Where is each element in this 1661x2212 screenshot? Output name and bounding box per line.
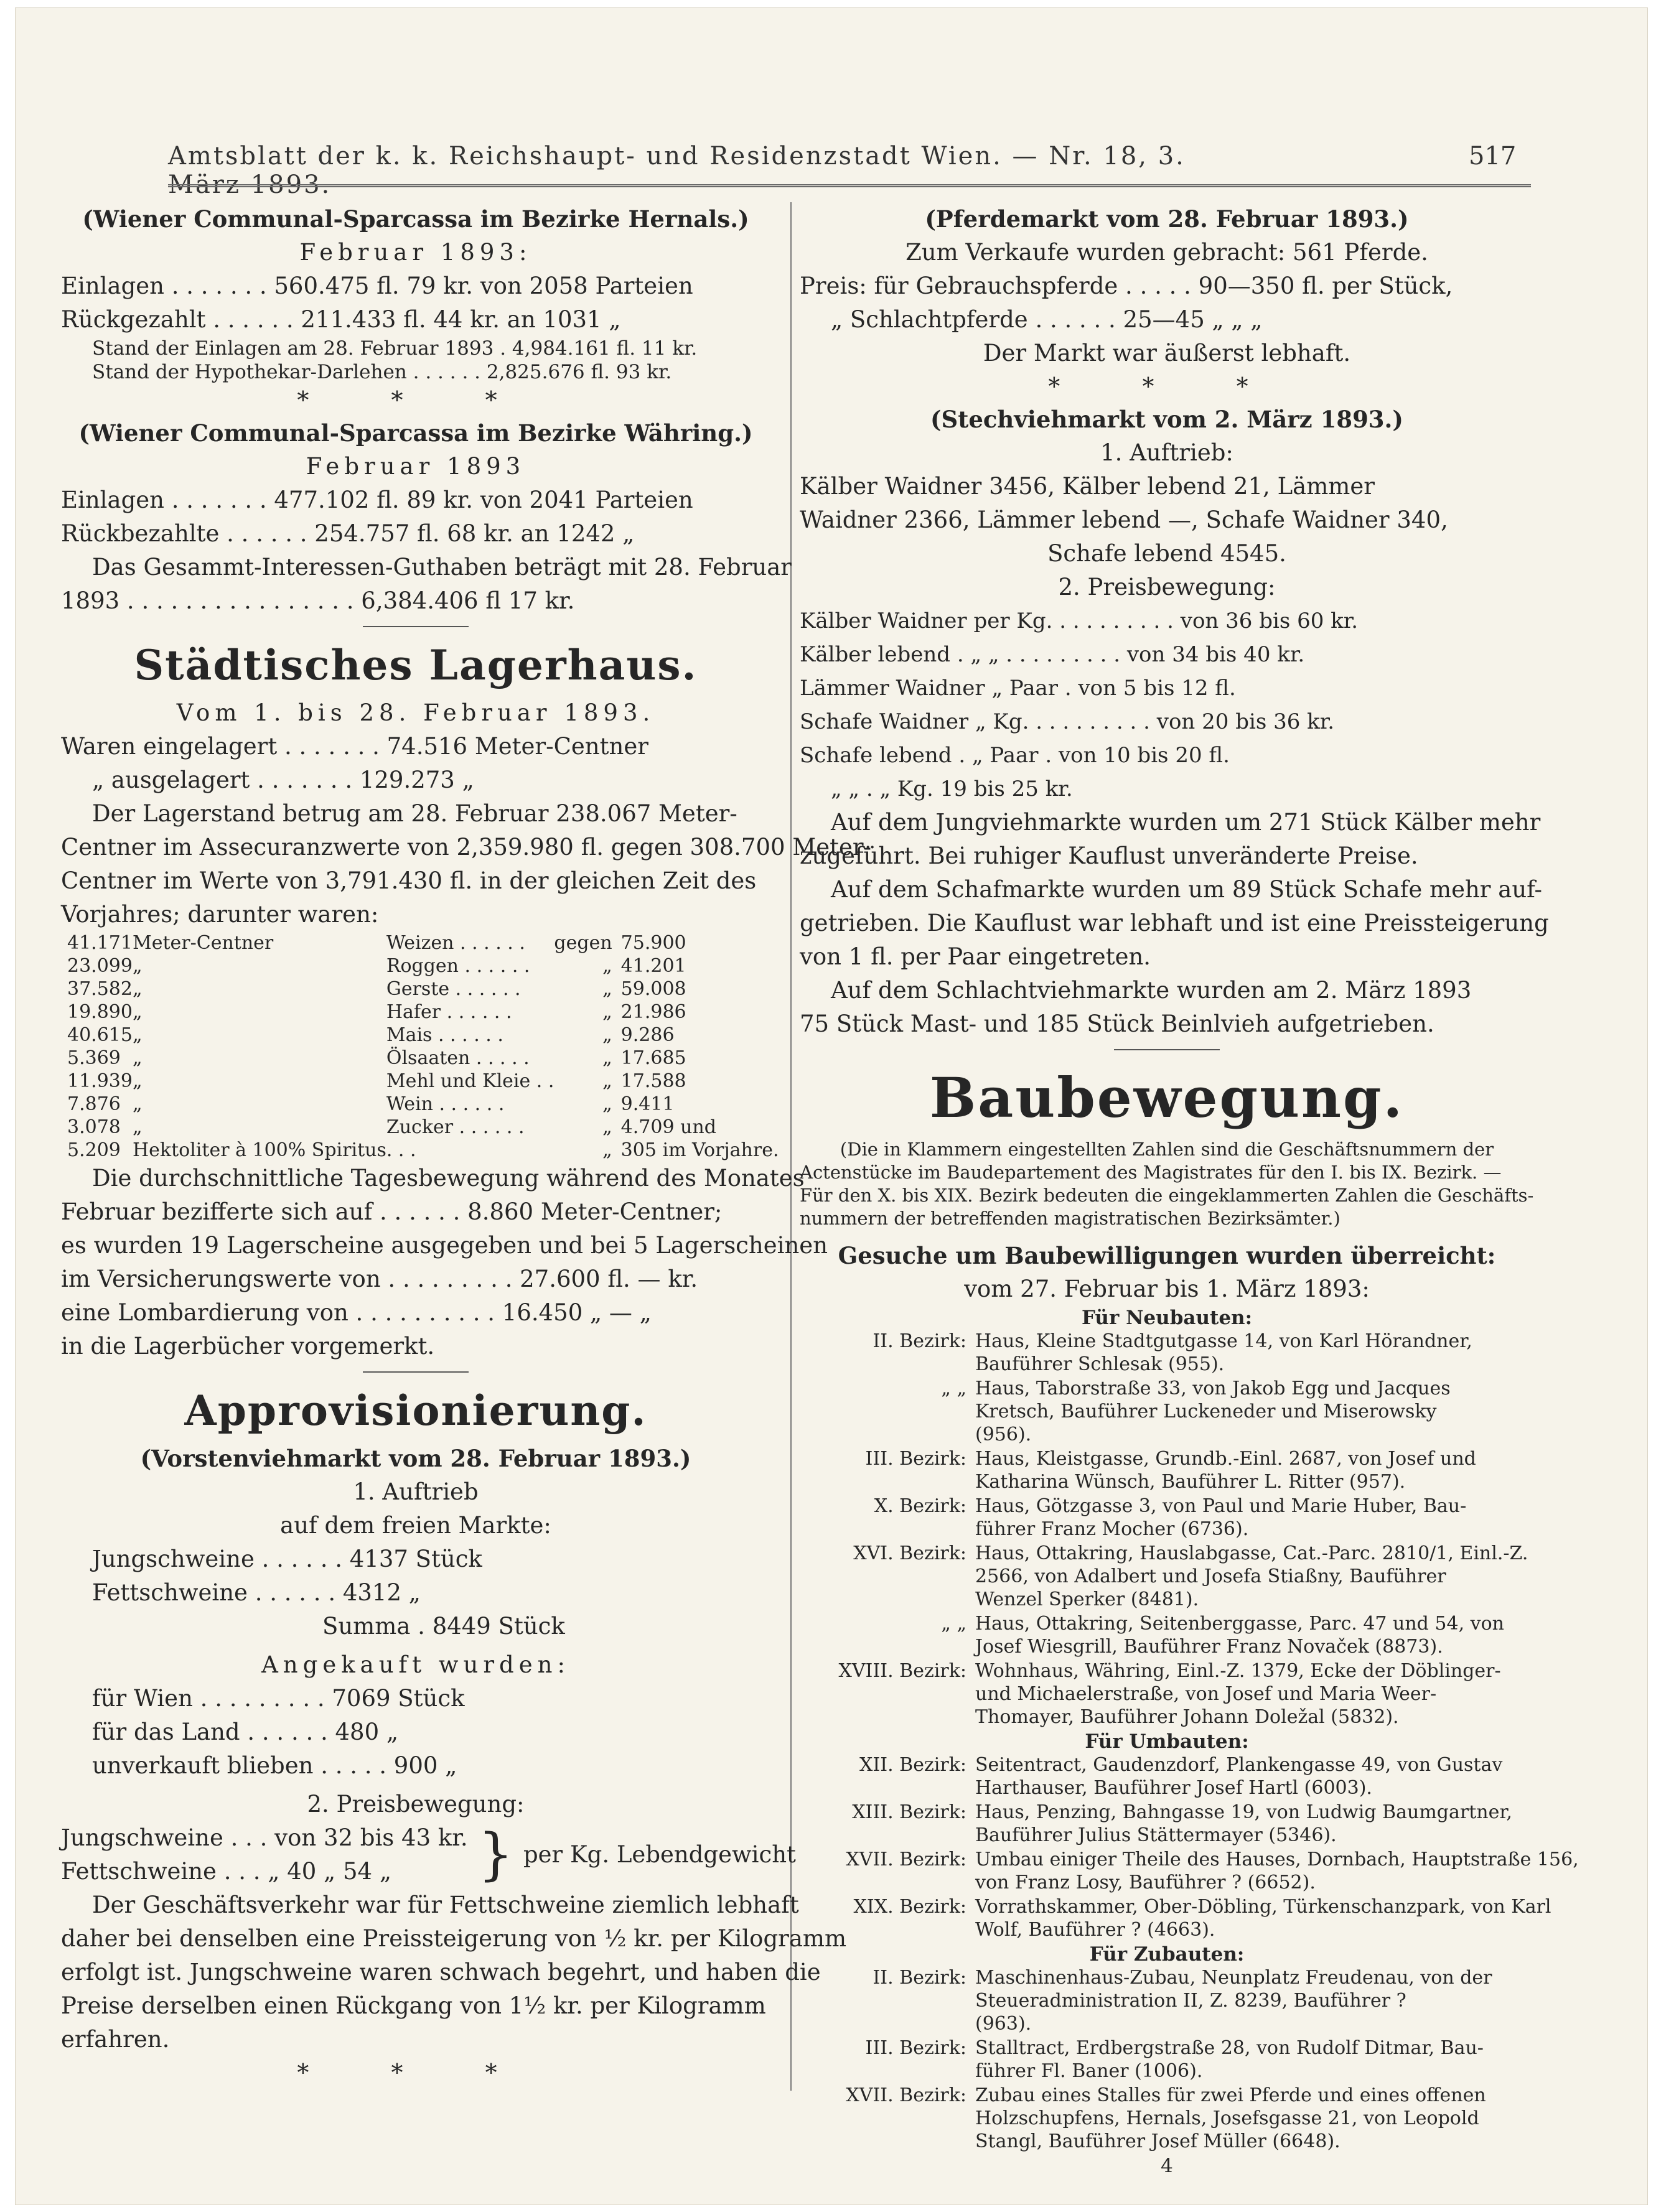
hernals-stand-darlehen: Stand der Hypothekar-Darlehen . . . . . . 2,825.676 fl. 93 kr. (92, 361, 672, 383)
stech-text-line: getrieben. Die Kauflust war lebhaft und ist eine Preissteigerung (800, 910, 1549, 936)
goods-row (67, 1024, 779, 1047)
bezirk-label: III. Bezirk: (865, 1448, 966, 1470)
goods-cmp: „ (602, 1024, 612, 1046)
price-block (61, 1821, 796, 1888)
bezirk-text: Wenzel Sperker (8481). (975, 1589, 1199, 1610)
bezirk-text: Haus, Taborstraße 33, von Jakob Egg und Jacques (975, 1378, 1451, 1399)
bezirk-text: Bauführer Schlesak (955). (975, 1353, 1225, 1375)
bezirk-text: Josef Wiesgrill, Bauführer Franz Novaček (8873). (975, 1636, 1443, 1658)
markt-subheading: auf dem freien Markte: (280, 1512, 551, 1539)
bezirk-text: Seitentract, Gaudenzdorf, Plankengasse 49, von Gustav (975, 1754, 1503, 1776)
goods-name: Hafer . . . . . . (386, 1001, 512, 1023)
goods-name: Mehl und Kleie . . (386, 1070, 554, 1092)
goods-prev: 9.411 (620, 1093, 675, 1115)
goods-cmp: „ (602, 1093, 612, 1115)
goods-table (67, 931, 779, 1162)
goods-unit: „ (132, 978, 143, 1000)
bezirk-text: Haus, Kleine Stadtgutgasse 14, von Karl Hörandner, (975, 1330, 1472, 1352)
left-column (61, 202, 872, 2119)
gesuche-period: vom 27. Februar bis 1. März 1893: (964, 1276, 1370, 1302)
goods-row (67, 1116, 779, 1139)
pferde-line: Zum Verkaufe wurden gebracht: 561 Pferde. (905, 239, 1428, 266)
goods-row (67, 1001, 779, 1024)
goods-prev: 4.709 und (620, 1116, 716, 1138)
summa-line: Summa . 8449 Stück (322, 1613, 565, 1640)
price-unit-note: per Kg. Lebendgewicht (523, 1841, 796, 1868)
waehring-rueckbezahlte: Rückbezahlte . . . . . . 254.757 fl. 68 kr. an 1242 „ (61, 520, 635, 547)
goods-cmp: gegen (554, 932, 612, 954)
waehring-guthaben: Das Gesammt-Interessen-Guthaben beträgt mit 28. Februar (92, 554, 792, 581)
section-stars: * * * (1048, 373, 1286, 400)
bezirk-entry (800, 1542, 1534, 1611)
sheet-number: 4 (1161, 2155, 1173, 2177)
goods-cmp: „ (602, 955, 612, 977)
goods-cmp: „ (602, 978, 612, 1000)
section-stars: * * * (297, 2059, 535, 2086)
closing-text-line: daher bei denselben eine Preissteigerung von ½ kr. per Kilogramm (61, 1925, 847, 1952)
bezirk-text: Vorrathskammer, Ober-Döbling, Türkenschanzpark, von Karl (975, 1896, 1551, 1918)
stech-auftrieb-line: Kälber Waidner 3456, Kälber lebend 21, Lämmer (800, 473, 1375, 500)
goods-prev: 41.201 (620, 955, 686, 977)
lagerhaus-eingelagert: Waren eingelagert . . . . . . . 74.516 Meter-Centner (61, 733, 648, 760)
jungschweine-count: Jungschweine . . . . . . 4137 Stück (92, 1546, 482, 1572)
bezirk-entry (800, 2037, 1534, 2083)
goods-cmp: „ (602, 1070, 612, 1092)
goods-qty: 37.582 (67, 978, 133, 1000)
pferde-line: „ Schlachtpferde . . . . . . 25—45 „ „ „ (831, 306, 1263, 333)
bezirk-text: Umbau einiger Theile des Hauses, Dornbach, Hauptstraße 156, (975, 1849, 1579, 1870)
bezirk-text: und Michaelerstraße, von Josef und Maria Weer- (975, 1683, 1437, 1705)
running-header: Amtsblatt der k. k. Reichshaupt- und Residenzstadt Wien. — Nr. 18, 3. März 1893. (168, 142, 1186, 199)
goods-row (67, 1070, 779, 1093)
bezirk-label: „ „ (941, 1378, 966, 1399)
bezirk-label: XIII. Bezirk: (852, 1801, 966, 1823)
goods-qty: 23.099 (67, 955, 133, 977)
closing-text-line: erfolgt ist. Jungschweine waren schwach begehrt, und haben die (61, 1959, 821, 1986)
bezirk-text: Stangl, Bauführer Josef Müller (6648). (975, 2130, 1340, 2152)
lagerhaus-text-line: Der Lagerstand betrug am 28. Februar 238.067 Meter- (92, 800, 737, 827)
stech-price-line: Kälber Waidner per Kg. . . . . . . . . . von 36 bis 60 kr. (800, 609, 1359, 633)
goods-qty: 5.209 (67, 1139, 121, 1161)
goods-name: Roggen . . . . . . (386, 955, 530, 977)
bezirk-entry (800, 1447, 1534, 1493)
lagerhaus-text-line: Centner im Assecuranzwerte von 2,359.980 fl. gegen 308.700 Meter- (61, 834, 872, 861)
lagerhaus-text-line: im Versicherungswerte von . . . . . . . . . 27.600 fl. — kr. (61, 1266, 698, 1292)
gesuche-heading: Gesuche um Baubewilligungen wurden überreicht: (838, 1242, 1496, 1269)
fettschweine-count: Fettschweine . . . . . . 4312 „ (92, 1579, 421, 1606)
goods-unit: Meter-Centner (132, 932, 274, 954)
right-column (800, 202, 1579, 2177)
bezirk-entry (800, 1659, 1534, 1729)
lagerhaus-text-line: Die durchschnittliche Tagesbewegung während des Monates (92, 1165, 805, 1192)
bezirk-entry (800, 1801, 1534, 1847)
bezirk-text: Haus, Götzgasse 3, von Paul und Marie Huber, Bau- (975, 1495, 1467, 1517)
bezirk-label: XII. Bezirk: (859, 1754, 966, 1776)
header-rule (168, 184, 1531, 187)
bezirk-text: Maschinenhaus-Zubau, Neunplatz Freudenau, von der (975, 1967, 1492, 1989)
hernals-rueckgezahlt: Rückgezahlt . . . . . . 211.433 fl. 44 kr. an 1031 „ (61, 306, 621, 333)
goods-name: Ölsaaten . . . . . (386, 1047, 530, 1069)
closing-text-line: Preise derselben einen Rückgang von 1½ kr. per Kilogramm (61, 1992, 766, 2019)
stech-price-line: „ „ . „ Kg. 19 bis 25 kr. (831, 777, 1073, 801)
stech-price-line: Schafe Waidner „ Kg. . . . . . . . . . von 20 bis 36 kr. (800, 709, 1335, 734)
price-jungschweine: Jungschweine . . . von 32 bis 43 kr. (61, 1824, 468, 1851)
goods-unit: „ (132, 1001, 143, 1023)
bezirk-entry (800, 1848, 1579, 1894)
goods-row (67, 931, 779, 954)
stech-text-line: Auf dem Schafmarkte wurden um 89 Stück Schafe mehr auf- (831, 876, 1543, 903)
goods-cmp: „ (602, 1001, 612, 1023)
bezirk-text: Wolf, Bauführer ? (4663). (975, 1919, 1215, 1941)
bezirk-label: „ „ (941, 1613, 966, 1635)
goods-unit: „ (132, 955, 143, 977)
goods-name: Wein . . . . . . (386, 1093, 505, 1115)
goods-prev: 17.588 (620, 1070, 686, 1092)
bau-note-line: (Die in Klammern eingestellten Zahlen sind die Geschäftsnummern der (840, 1139, 1494, 1160)
goods-unit: „ (132, 1070, 143, 1092)
bezirk-text: Katharina Wünsch, Bauführer L. Ritter (957). (975, 1471, 1406, 1493)
bezirk-text: von Franz Losy, Bauführer ? (6652). (975, 1872, 1316, 1893)
bezirk-text: Stalltract, Erdbergstraße 28, von Rudolf Ditmar, Bau- (975, 2037, 1484, 2059)
bau-note-line: Für den X. bis XIX. Bezirk bedeuten die eingeklammerten Zahlen die Geschäfts- (800, 1185, 1534, 1206)
pferde-line: Preis: für Gebrauchspferde . . . . . 90—350 fl. per Stück, (800, 273, 1453, 299)
waehring-month: Februar 1893 (306, 453, 526, 480)
stech-text-line: zugeführt. Bei ruhiger Kauflust unveränderte Preise. (800, 842, 1418, 869)
bau-note-line: nummern der betreffenden magistratischen Bezirksämter.) (800, 1208, 1340, 1229)
goods-row (67, 1093, 779, 1116)
bezirk-text: Steueradministration II, Z. 8239, Bauführer ? (975, 1990, 1406, 2012)
bezirk-text: (956). (975, 1424, 1032, 1445)
goods-name: Weizen . . . . . . (386, 932, 525, 954)
goods-prev: 305 im Vorjahre. (620, 1139, 779, 1161)
goods-prev: 17.685 (620, 1047, 686, 1069)
goods-qty: 5.369 (67, 1047, 121, 1069)
bezirk-text: Harthauser, Bauführer Josef Hartl (6003). (975, 1777, 1372, 1799)
approvisionierung-heading: Approvisionierung. (184, 1386, 647, 1435)
bezirk-label: II. Bezirk: (873, 1330, 966, 1352)
bezirk-label: III. Bezirk: (865, 2037, 966, 2059)
goods-qty: 19.890 (67, 1001, 133, 1023)
zubauten-heading: Für Zubauten: (1089, 1943, 1245, 1966)
lagerhaus-text-line: Vorjahres; darunter waren: (61, 901, 379, 928)
goods-prev: 21.986 (620, 1001, 686, 1023)
bezirk-label: X. Bezirk: (874, 1495, 966, 1517)
section-rule (61, 1363, 770, 1379)
hernals-month: Februar 1893: (299, 239, 532, 266)
bezirk-entry (800, 1495, 1534, 1541)
goods-row (67, 1047, 779, 1070)
goods-cmp: „ (602, 1047, 612, 1069)
section-rule (800, 1041, 1534, 1057)
goods-unit: „ (132, 1093, 143, 1115)
stechviehmarkt-heading: (Stechviehmarkt vom 2. März 1893.) (930, 406, 1403, 433)
bezirk-text: 2566, von Adalbert und Josefa Stiaßny, Bauführer (975, 1566, 1446, 1587)
preisbewegung-heading: 2. Preisbewegung: (307, 1791, 525, 1818)
auftrieb-heading: 1. Auftrieb (353, 1478, 479, 1505)
price-brace: } (477, 1822, 513, 1887)
goods-unit: „ (132, 1047, 143, 1069)
goods-unit: „ (132, 1116, 143, 1138)
bezirk-text: führer Franz Mocher (6736). (975, 1518, 1249, 1540)
bezirk-entry (800, 1330, 1534, 1376)
goods-unit: Hektoliter à 100% Spiritus (132, 1139, 386, 1161)
goods-prev: 59.008 (620, 978, 686, 1000)
page-number: 517 (1469, 142, 1517, 170)
zubauten-list (800, 1966, 1534, 2153)
lagerhaus-text-line: in die Lagerbücher vorgemerkt. (61, 1333, 435, 1360)
stech-preisbewegung-heading: 2. Preisbewegung: (1058, 574, 1276, 600)
bezirk-entry (800, 1753, 1534, 1799)
bought-wien: für Wien . . . . . . . . . 7069 Stück (92, 1685, 465, 1712)
lagerhaus-text-line: es wurden 19 Lagerscheine ausgegeben und bei 5 Lagerscheinen (61, 1232, 828, 1259)
baubewegung-heading: Baubewegung. (929, 1065, 1405, 1130)
goods-qty: 11.939 (67, 1070, 133, 1092)
lagerhaus-text-line: eine Lombardierung von . . . . . . . . . . 16.450 „ — „ (61, 1299, 652, 1326)
bezirk-label: XVIII. Bezirk: (838, 1660, 966, 1682)
goods-cmp: „ (602, 1116, 612, 1138)
bezirk-text: führer Fl. Baner (1006). (975, 2060, 1203, 2082)
bezirk-label: II. Bezirk: (873, 1967, 966, 1989)
waehring-sparcassa-heading: (Wiener Communal-Sparcassa im Bezirke Währing.) (78, 419, 753, 447)
goods-qty: 3.078 (67, 1116, 121, 1138)
goods-cmp: „ (602, 1139, 612, 1161)
stech-auftrieb-heading: 1. Auftrieb: (1100, 439, 1233, 466)
goods-prev: 9.286 (620, 1024, 675, 1046)
closing-text-line: Der Geschäftsverkehr war für Fettschweine ziemlich lebhaft (92, 1892, 799, 1918)
lagerhaus-period: Vom 1. bis 28. Februar 1893. (176, 699, 655, 726)
lagerhaus-text-line: Februar bezifferte sich auf . . . . . . 8.860 Meter-Centner; (61, 1198, 723, 1225)
bezirk-text: Haus, Ottakring, Seitenberggasse, Parc. 47 und 54, von (975, 1613, 1504, 1635)
umbauten-list (800, 1753, 1579, 1941)
angekauft-heading: Angekauft wurden: (261, 1651, 570, 1678)
bezirk-text: Thomayer, Bauführer Johann Doležal (5832). (975, 1706, 1399, 1728)
vorstenviehmarkt-heading: (Vorstenviehmarkt vom 28. Februar 1893.) (140, 1445, 691, 1472)
waehring-einlagen: Einlagen . . . . . . . 477.102 fl. 89 kr. von 2041 Parteien (61, 487, 693, 513)
hernals-sparcassa-heading: (Wiener Communal-Sparcassa im Bezirke Hernals.) (82, 205, 749, 233)
stech-auftrieb-line: Waidner 2366, Lämmer lebend —, Schafe Waidner 340, (800, 506, 1448, 533)
goods-name: . . . (386, 1139, 416, 1161)
stech-price-line: Lämmer Waidner „ Paar . von 5 bis 12 fl. (800, 676, 1236, 701)
bezirk-entry (800, 2084, 1534, 2153)
bezirk-text: Wohnhaus, Währing, Einl.-Z. 1379, Ecke der Döblinger- (975, 1660, 1501, 1682)
bezirk-label: XVII. Bezirk: (846, 2084, 966, 2106)
bezirk-label: XIX. Bezirk: (853, 1896, 966, 1918)
umbauten-heading: Für Umbauten: (1085, 1730, 1249, 1753)
bezirk-text: Kretsch, Bauführer Luckeneder und Miserowsky (975, 1401, 1437, 1422)
bezirk-entry (800, 1895, 1551, 1941)
goods-row (67, 954, 779, 978)
bezirk-text: (963). (975, 2013, 1032, 2035)
goods-row (67, 978, 779, 1001)
closing-text-line: erfahren. (61, 2026, 170, 2053)
bought-land: für das Land . . . . . . 480 „ (92, 1719, 399, 1745)
goods-name: Zucker . . . . . . (386, 1116, 525, 1138)
goods-qty: 40.615 (67, 1024, 133, 1046)
goods-unit: „ (132, 1024, 143, 1046)
bezirk-text: Zubau eines Stalles für zwei Pferde und eines offenen (975, 2084, 1486, 2106)
goods-qty: 7.876 (67, 1093, 121, 1115)
goods-qty: 41.171 (67, 932, 133, 954)
goods-row (67, 1139, 779, 1162)
bought-unverkauft: unverkauft blieben . . . . . 900 „ (92, 1752, 457, 1779)
goods-name: Gerste . . . . . . (386, 978, 521, 1000)
section-rule (61, 618, 770, 634)
lagerhaus-heading: Städtisches Lagerhaus. (134, 641, 698, 689)
goods-prev: 75.900 (620, 932, 686, 954)
bezirk-text: Holzschupfens, Hernals, Josefsgasse 21, von Leopold (975, 2107, 1479, 2129)
neubauten-list (800, 1330, 1534, 1729)
goods-name: Mais . . . . . . (386, 1024, 503, 1046)
pferde-line: Der Markt war äußerst lebhaft. (983, 340, 1351, 366)
stech-text-line: von 1 fl. per Paar eingetreten. (800, 943, 1151, 970)
stech-text-line: Auf dem Jungviehmarkte wurden um 271 Stück Kälber mehr (831, 809, 1541, 836)
bezirk-label: XVII. Bezirk: (846, 1849, 966, 1870)
stech-text-line: 75 Stück Mast- und 185 Stück Beinlvieh aufgetrieben. (800, 1010, 1434, 1037)
column-rule (790, 202, 792, 2091)
pferdemarkt-heading: (Pferdemarkt vom 28. Februar 1893.) (925, 205, 1409, 233)
section-stars: * * * (297, 386, 535, 414)
stech-auftrieb-line: Schafe lebend 4545. (1047, 540, 1286, 567)
bezirk-entry (800, 1966, 1534, 2035)
bezirk-text: Haus, Kleistgasse, Grundb.-Einl. 2687, von Josef und (975, 1448, 1476, 1470)
lagerhaus-ausgelagert: „ ausgelagert . . . . . . . 129.273 „ (92, 767, 474, 793)
hernals-einlagen: Einlagen . . . . . . . 560.475 fl. 79 kr. von 2058 Parteien (61, 273, 693, 299)
bezirk-entry (800, 1612, 1534, 1658)
bezirk-text: Bauführer Julius Stättermayer (5346). (975, 1824, 1337, 1846)
waehring-guthaben-total: 1893 . . . . . . . . . . . . . . . . 6,384.406 fl 17 kr. (61, 587, 575, 614)
stech-price-line: Schafe lebend . „ Paar . von 10 bis 20 fl. (800, 743, 1230, 768)
lagerhaus-text-line: Centner im Werte von 3,791.430 fl. in der gleichen Zeit des (61, 867, 757, 894)
bezirk-entry (800, 1377, 1534, 1446)
neubauten-heading: Für Neubauten: (1081, 1307, 1253, 1329)
bezirk-label: XVI. Bezirk: (853, 1542, 966, 1564)
price-fettschweine: Fettschweine . . . „ 40 „ 54 „ (61, 1858, 391, 1885)
stech-price-line: Kälber lebend . „ „ . . . . . . . . . von 34 bis 40 kr. (800, 642, 1305, 667)
bezirk-text: Haus, Penzing, Bahngasse 19, von Ludwig Baumgartner, (975, 1801, 1512, 1823)
bezirk-text: Haus, Ottakring, Hauslabgasse, Cat.-Parc. 2810/1, Einl.-Z. (975, 1542, 1528, 1564)
stech-text-line: Auf dem Schlachtviehmarkte wurden am 2. März 1893 (831, 977, 1472, 1004)
hernals-stand-einlagen: Stand der Einlagen am 28. Februar 1893 . 4,984.161 fl. 11 kr. (92, 337, 698, 360)
bau-note-line: Actenstücke im Baudepartement des Magistrates für den I. bis IX. Bezirk. — (800, 1162, 1502, 1183)
